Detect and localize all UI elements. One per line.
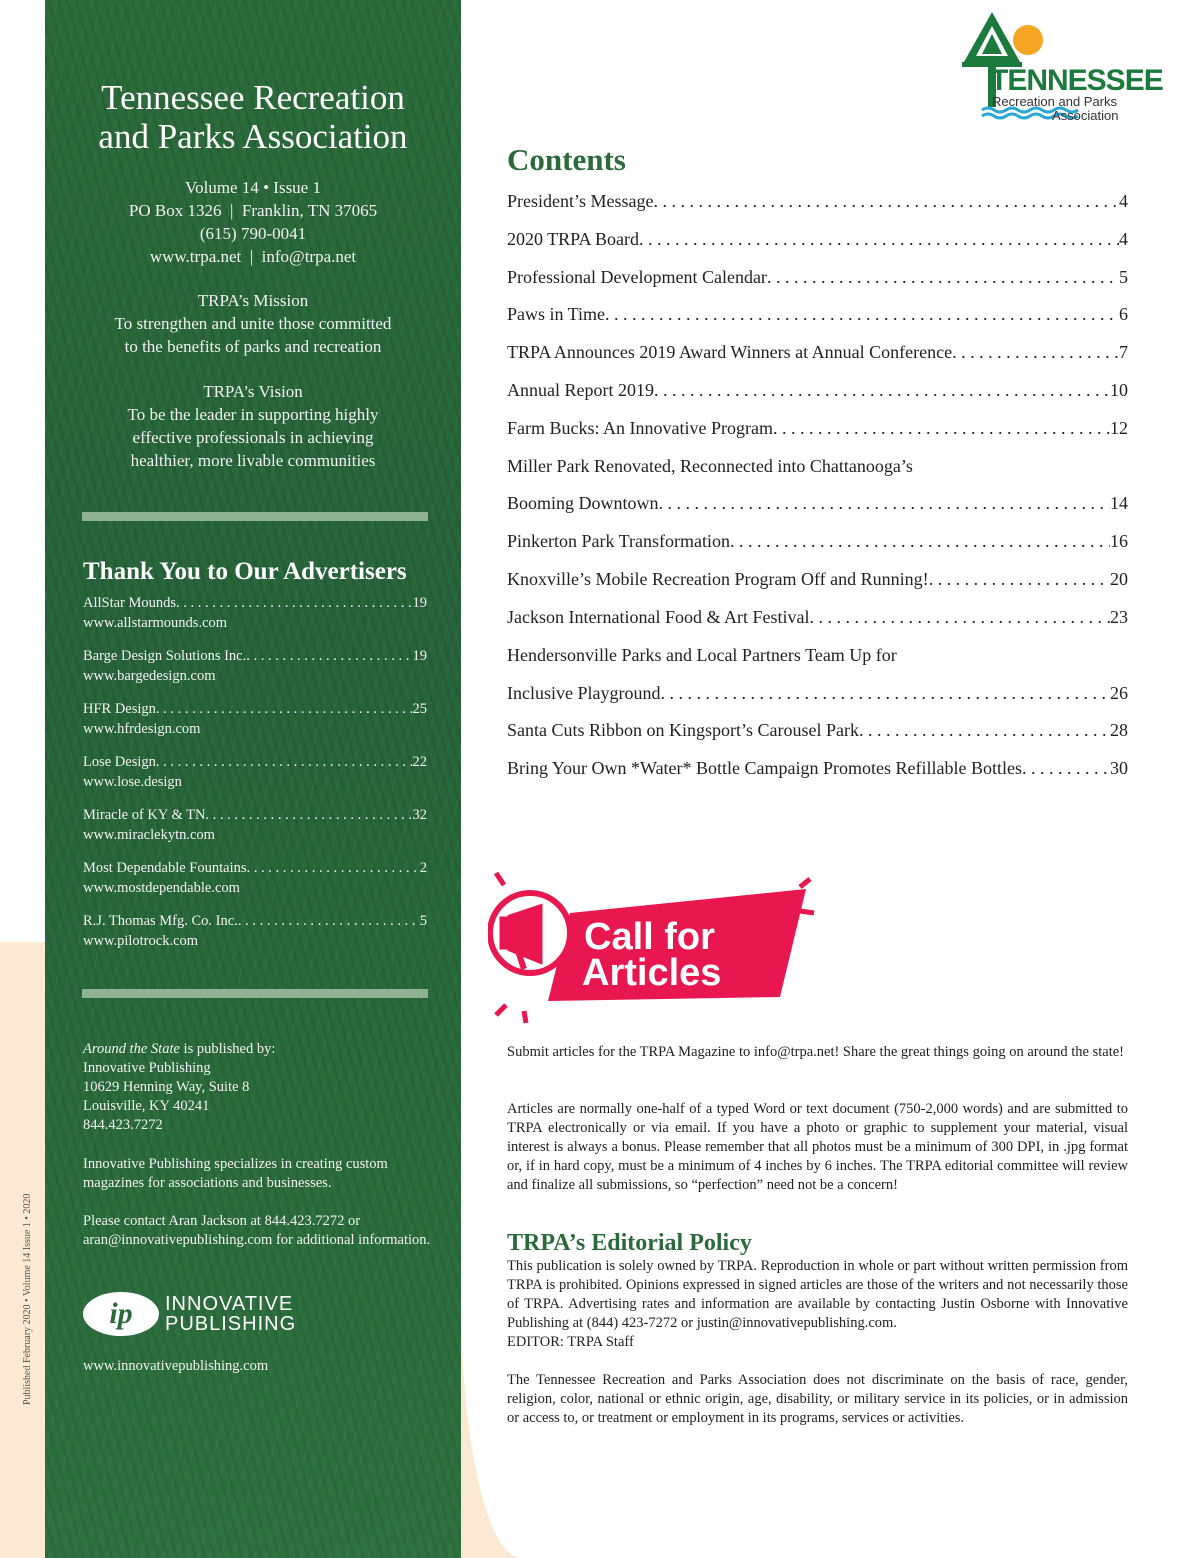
publisher-contact: Please contact Aran Jackson at 844.423.7272 or aran@innovativepublishing.com for additional information.: [83, 1213, 431, 1248]
toc-entry[interactable]: [507, 304, 1128, 325]
logo-sub-line: Recreation and Parks: [992, 94, 1118, 109]
leader-dots: [730, 531, 1110, 552]
publisher-line: 844.423.7272: [83, 1117, 163, 1133]
ip-badge-icon: ip: [83, 1292, 159, 1336]
toc-entry[interactable]: [507, 607, 1128, 628]
publisher-line: 10629 Henning Way, Suite 8: [83, 1079, 250, 1095]
advertiser-page: 25: [412, 701, 427, 717]
toc-title: Paws in Time: [507, 304, 606, 324]
advertiser-page: 22: [412, 754, 427, 770]
toc-page: 5: [1119, 267, 1128, 287]
toc-page: 16: [1110, 531, 1128, 551]
toc-title: 2020 TRPA Board: [507, 229, 640, 249]
advertiser-name: Miracle of KY & TN: [83, 807, 206, 823]
advertiser-page: 2: [419, 860, 427, 876]
toc-title: TRPA Announces 2019 Award Winners at Annual Conference: [507, 342, 953, 362]
leader-dots: [653, 191, 1119, 212]
leader-dots: [247, 858, 420, 878]
vertical-publication-note: Published February 2020 • Volume 14 Issue 1 • 2020: [22, 1193, 33, 1405]
advertiser-name: Most Dependable Fountains: [83, 860, 247, 876]
call-paragraph: Submit articles for the TRPA Magazine to info@trpa.net! Share the great things going on around the state!: [507, 1044, 1124, 1060]
leader-dots: [952, 342, 1119, 363]
volume-issue: Volume 14 • Issue 1: [185, 178, 321, 197]
advertiser-entry: [83, 911, 427, 951]
ip-wordmark: [165, 1294, 296, 1334]
toc-title: Miller Park Renovated, Reconnected into Chattanooga’s: [507, 456, 913, 476]
toc-title: Bring Your Own *Water* Bottle Campaign Promotes Refillable Bottles: [507, 758, 1023, 778]
toc-entry[interactable]: [507, 456, 1128, 477]
advertiser-url[interactable]: www.hfrdesign.com: [83, 721, 201, 737]
vision-line: effective professionals in achieving: [132, 428, 374, 447]
toc-entry[interactable]: [507, 531, 1128, 552]
megaphone-icon: [490, 893, 570, 973]
advertiser-url[interactable]: www.mostdependable.com: [83, 880, 240, 896]
call-for-articles-graphic: [488, 865, 818, 1025]
divider: [82, 512, 428, 521]
leader-dots: [639, 229, 1119, 250]
leader-dots: [1022, 758, 1110, 779]
advertiser-url[interactable]: www.bargedesign.com: [83, 668, 216, 684]
advertiser-url[interactable]: www.allstarmounds.com: [83, 615, 228, 631]
ip-wordmark-line: INNOVATIVE: [165, 1293, 294, 1315]
toc-title: Hendersonville Parks and Local Partners Team Up for: [507, 645, 897, 665]
toc-entry[interactable]: [507, 267, 1128, 288]
advertiser-entry: [83, 752, 427, 792]
leader-dots: [605, 304, 1119, 325]
leader-dots: [660, 683, 1110, 704]
toc-entry[interactable]: [507, 418, 1128, 439]
advertiser-page: 32: [412, 807, 427, 823]
leader-dots: [659, 493, 1110, 514]
toc-title: Booming Downtown: [507, 493, 659, 513]
publisher-intro-text: is published by:: [179, 1041, 276, 1057]
innovative-publishing-logo: [83, 1292, 296, 1336]
association-title: [45, 78, 461, 156]
toc-page: 6: [1119, 304, 1128, 324]
mission-line: to the benefits of parks and recreation: [124, 337, 382, 356]
editorial-title: TRPA’s Editorial Policy: [507, 1230, 752, 1256]
toc-entry[interactable]: [507, 758, 1128, 779]
publisher-line: Louisville, KY 40241: [83, 1098, 210, 1114]
leader-dots: [246, 646, 412, 666]
toc-entry[interactable]: [507, 569, 1128, 590]
advertiser-url[interactable]: www.miraclekytn.com: [83, 827, 215, 843]
advertiser-entry: [83, 805, 427, 845]
mission-line: To strengthen and unite those committed: [114, 314, 392, 333]
publisher-description: Innovative Publishing specializes in creating custom magazines for associations and businesses.: [83, 1156, 388, 1191]
toc-title: Jackson International Food & Art Festival: [507, 607, 810, 627]
toc-entry[interactable]: [507, 645, 1128, 666]
toc-entry[interactable]: [507, 229, 1128, 250]
toc-title: Santa Cuts Ribbon on Kingsport’s Carousel Park: [507, 720, 859, 740]
advertiser-url[interactable]: www.pilotrock.com: [83, 933, 199, 949]
toc-title: Knoxville’s Mobile Recreation Program Off and Running!: [507, 569, 929, 589]
leader-dots: [156, 699, 413, 719]
publisher-url[interactable]: www.innovativepublishing.com: [83, 1358, 269, 1374]
toc-title: Farm Bucks: An Innovative Program: [507, 418, 773, 438]
ip-wordmark-line: PUBLISHING: [165, 1313, 297, 1335]
toc-entry[interactable]: [507, 683, 1128, 704]
publisher-line: Innovative Publishing: [83, 1060, 211, 1076]
leader-dots: [859, 720, 1110, 741]
toc-page: 30: [1110, 758, 1128, 778]
trpa-logo: [960, 12, 1163, 124]
mission-block: [45, 289, 461, 358]
advertisers-heading: Thank You to Our Advertisers: [83, 558, 407, 585]
advertiser-name: Lose Design: [83, 754, 156, 770]
advertiser-url[interactable]: www.lose.design: [83, 774, 182, 790]
vision-line: To be the leader in supporting highly: [127, 405, 379, 424]
advertiser-entry: [83, 593, 427, 633]
advertiser-page: 5: [419, 913, 427, 929]
toc-entry[interactable]: [507, 493, 1128, 514]
magazine-name: Around the State: [83, 1041, 180, 1057]
leader-dots: [156, 752, 413, 772]
toc-page: 10: [1110, 380, 1128, 400]
leader-dots: [654, 380, 1110, 401]
advertiser-entry: [83, 699, 427, 739]
call-line-1: Call for: [584, 916, 715, 958]
editorial-paragraph: This publication is solely owned by TRPA. Reproduction in whole or part without written permission from TRPA is prohibited. Opinions expressed in signed articles are those of the writers and not necessarily those of TRPA. Advertising rates and information are available by contacting Justin Osborne with Innovative Publishing at (844) 423-7272 or justin@innovativepublishing.com.: [507, 1258, 1128, 1331]
advertiser-name: Barge Design Solutions Inc.: [83, 648, 247, 664]
advertiser-entry: [83, 646, 427, 686]
toc-title: Inclusive Playground: [507, 683, 661, 703]
sidebar: [45, 0, 461, 1558]
toc-title: Professional Development Calendar: [507, 267, 767, 287]
call-line-2: Articles: [582, 952, 722, 994]
toc-entry[interactable]: [507, 191, 1128, 212]
advertiser-name: HFR Design: [83, 701, 156, 717]
toc-title: Pinkerton Park Transformation: [507, 531, 730, 551]
toc-page: 23: [1110, 607, 1128, 627]
toc-title: President’s Message: [507, 191, 654, 211]
toc-entry[interactable]: [507, 342, 1128, 363]
advertiser-name: R.J. Thomas Mfg. Co. Inc.: [83, 913, 238, 929]
publisher-block: [83, 1040, 433, 1135]
leader-dots: [205, 805, 412, 825]
leader-dots: [809, 607, 1110, 628]
toc-entry[interactable]: [507, 380, 1128, 401]
advertiser-page: 19: [412, 595, 427, 611]
contact-block: [45, 176, 461, 268]
logo-sub-line: Association: [1052, 108, 1119, 123]
toc-title: Annual Report 2019: [507, 380, 654, 400]
nondiscrimination-paragraph: The Tennessee Recreation and Parks Association does not discriminate on the basis of race, gender, religion, color, national or ethnic origin, age, disability, or military service in its policies, or in admission or access to, or treatment or employment in its programs, services or activities.: [507, 1372, 1128, 1426]
publisher-intro: [83, 1040, 433, 1059]
vision-title: TRPA’s Vision: [203, 382, 303, 401]
toc-entry[interactable]: [507, 720, 1128, 741]
toc-page: 28: [1110, 720, 1128, 740]
leader-dots: [238, 911, 420, 931]
toc-page: 20: [1110, 569, 1128, 589]
editor-line: EDITOR: TRPA Staff: [507, 1334, 634, 1350]
toc-page: 4: [1119, 229, 1128, 249]
phone: (615) 790-0041: [199, 224, 307, 243]
logo-tennessee: TENNESSEE: [990, 64, 1163, 97]
leader-dots: [773, 418, 1110, 439]
toc-page: 12: [1110, 418, 1128, 438]
vision-line: healthier, more livable communities: [130, 451, 376, 470]
toc-page: 4: [1119, 191, 1128, 211]
contents-title: Contents: [507, 142, 626, 177]
web-email: www.trpa.net | info@trpa.net: [149, 247, 357, 266]
address: PO Box 1326 | Franklin, TN 37065: [128, 201, 378, 220]
leader-dots: [767, 267, 1119, 288]
advertiser-entry: [83, 858, 427, 898]
toc-page: 14: [1110, 493, 1128, 513]
vision-block: [45, 380, 461, 472]
toc-page: 26: [1110, 683, 1128, 703]
mission-title: TRPA’s Mission: [197, 291, 309, 310]
toc-page: 7: [1119, 342, 1128, 362]
divider: [82, 989, 428, 998]
advertiser-name: AllStar Mounds: [83, 595, 177, 611]
call-paragraph: Articles are normally one-half of a typed Word or text document (750-2,000 words) and are submitted to TRPA electronically or via email. If you have a photo or graphic to supplement your material, visual interest is always a bonus. Please remember that all photos must be a minimum of 300 DPI, in .jpg format or, if in hard copy, must be a minimum of 4 inches by 6 inches. The TRPA editorial committee will review and finalize all submissions, so “perfection” need not be a concern!: [507, 1101, 1128, 1193]
leader-dots: [176, 593, 412, 613]
title-line-1: Tennessee Recreation: [101, 78, 405, 117]
advertiser-page: 19: [412, 648, 427, 664]
leader-dots: [929, 569, 1110, 590]
title-line-2: and Parks Association: [98, 117, 408, 156]
